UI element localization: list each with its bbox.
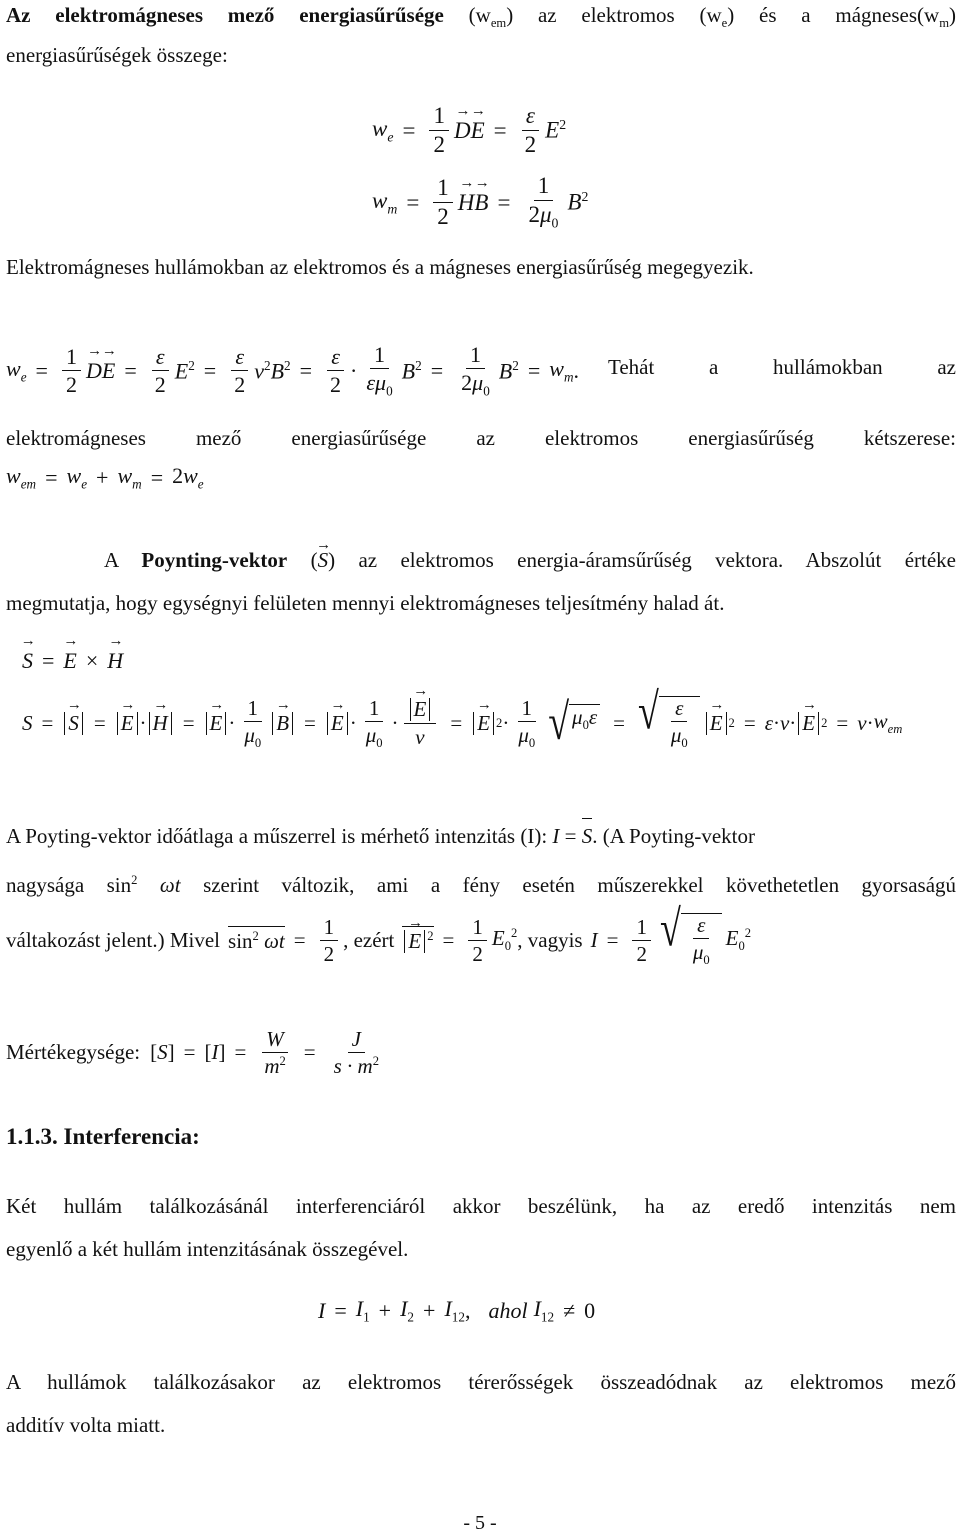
page-number: - 5 -: [463, 1512, 497, 1534]
equation-wm: $w_m$ = $\frac{1}{2}$ → H→ B = $\frac{1}{2\mu_0}$ $B^2$: [372, 174, 588, 231]
poynting-bold: Poynting-vektor: [141, 548, 288, 572]
para-tehat: Tehát a hullámokban az: [608, 355, 956, 379]
intro-bold: Az elektromágneses mező energiasűrűsége: [6, 3, 444, 27]
equation-wem: $w_{em}$ = $w_e$ + $w_m$ = $2w_e$: [6, 463, 204, 492]
interference-line-2: egyenlő a két hullám intenzitásának összegével.: [6, 1237, 409, 1261]
units-line: Mértékegysége: [ S ] = [ I ] = $\frac{W}{m^2}$ = $\frac{J}{s \cdot m^2}$: [6, 1027, 380, 1079]
additive-line-1: A hullámok találkozásakor az elektromos térerősségek összeadódnak az elektromos mező: [6, 1370, 956, 1394]
avg-line-3: váltakozást jelent.) Mivel $\sin^2 \omega t$ = $\frac{1}{2}$ , ezért → E $^2$ = $\frac{1}{2}$ $E_0^2$ , vagyis I = $\frac{1}{2}$ √ $\frac{\varepsilon}{\mu_0}$ $E_0^2$: [6, 913, 751, 967]
equation-s-cross: → S = → E × → H: [22, 648, 123, 674]
intro-line-1: Az elektromágneses mező energiasűrűsége $(w_{em})$ az elektromos $(w_e)$ és a $mágneses(w_m)$: [6, 3, 956, 31]
equation-interference: I = $I_1$ + $I_2$ + $I_{12}$ , ahol $I_{12}$ ≠ 0: [318, 1296, 596, 1325]
section-title: 1.1.3. Interferencia:: [6, 1124, 200, 1149]
additive-line-2: additív volta miatt.: [6, 1413, 166, 1437]
interference-line-1: Két hullám találkozásánál interferenciáról akkor beszélünk, ha az eredő intenzitás nem: [6, 1194, 956, 1218]
para-double: elektromágneses mező energiasűrűsége az elektromos energiasűrűség kétszerese:: [6, 426, 956, 450]
intro-line-2: energiasűrűségek összege:: [6, 43, 228, 67]
equation-we: $w_e$ = $\frac{1}{2}$ → D→ E = $\frac{\varepsilon}{2}$ $E^2$: [372, 104, 566, 157]
avg-line-1: A Poyting-vektor időátlaga a műszerrel is mérhető intenzitás (I): I = S. (A Poyting-vektor: [6, 818, 956, 851]
equation-chain: $w_e$ = $\frac{1}{2}$ → D→ E = $\frac{\varepsilon}{2}$ $E^2$ = $\frac{\varepsilon}{2}$ $v^2B^2$ = $\frac{\varepsilon}{2}$ · $\frac{1}{\varepsilon\mu_0}$ $B^2$ = $\frac{1}{2\mu_0}$ $B^2$ = $w_m$ .: [6, 343, 579, 398]
poynting-line-2: megmutatja, hogy egységnyi felületen mennyi elektromágneses teljesítmény halad át.: [6, 591, 725, 615]
para-equal: Elektromágneses hullámokban az elektromos és a mágneses energiasűrűség megegyezik.: [6, 255, 754, 279]
poynting-line-1: A Poynting-vektor (→ S) az elektromos energia-áramsűrűség vektora. Abszolút értéke: [104, 545, 956, 575]
poynting-symbol: (→ S): [287, 548, 335, 572]
equation-s-magnitude: S = → S = → E · → H = → E · $\frac{1}{\mu_0}$ → B = → E · $\frac{1}{\mu_0}$ · → $\frac{E}{v}$ = → E 2 · $\frac{1}{\mu_0}$ √ $\mu_0\varepsilon$ = √ $\frac{\varepsilon}{\mu_0}$ → E 2 = ε · v · → E 2 = v · $w_{em}$: [22, 696, 902, 750]
avg-line-2: nagysága $\sin^2 \omega t$ szerint változik, ami a fény esetén műszerekkel követhetetlen gyorsaságú: [6, 873, 957, 897]
